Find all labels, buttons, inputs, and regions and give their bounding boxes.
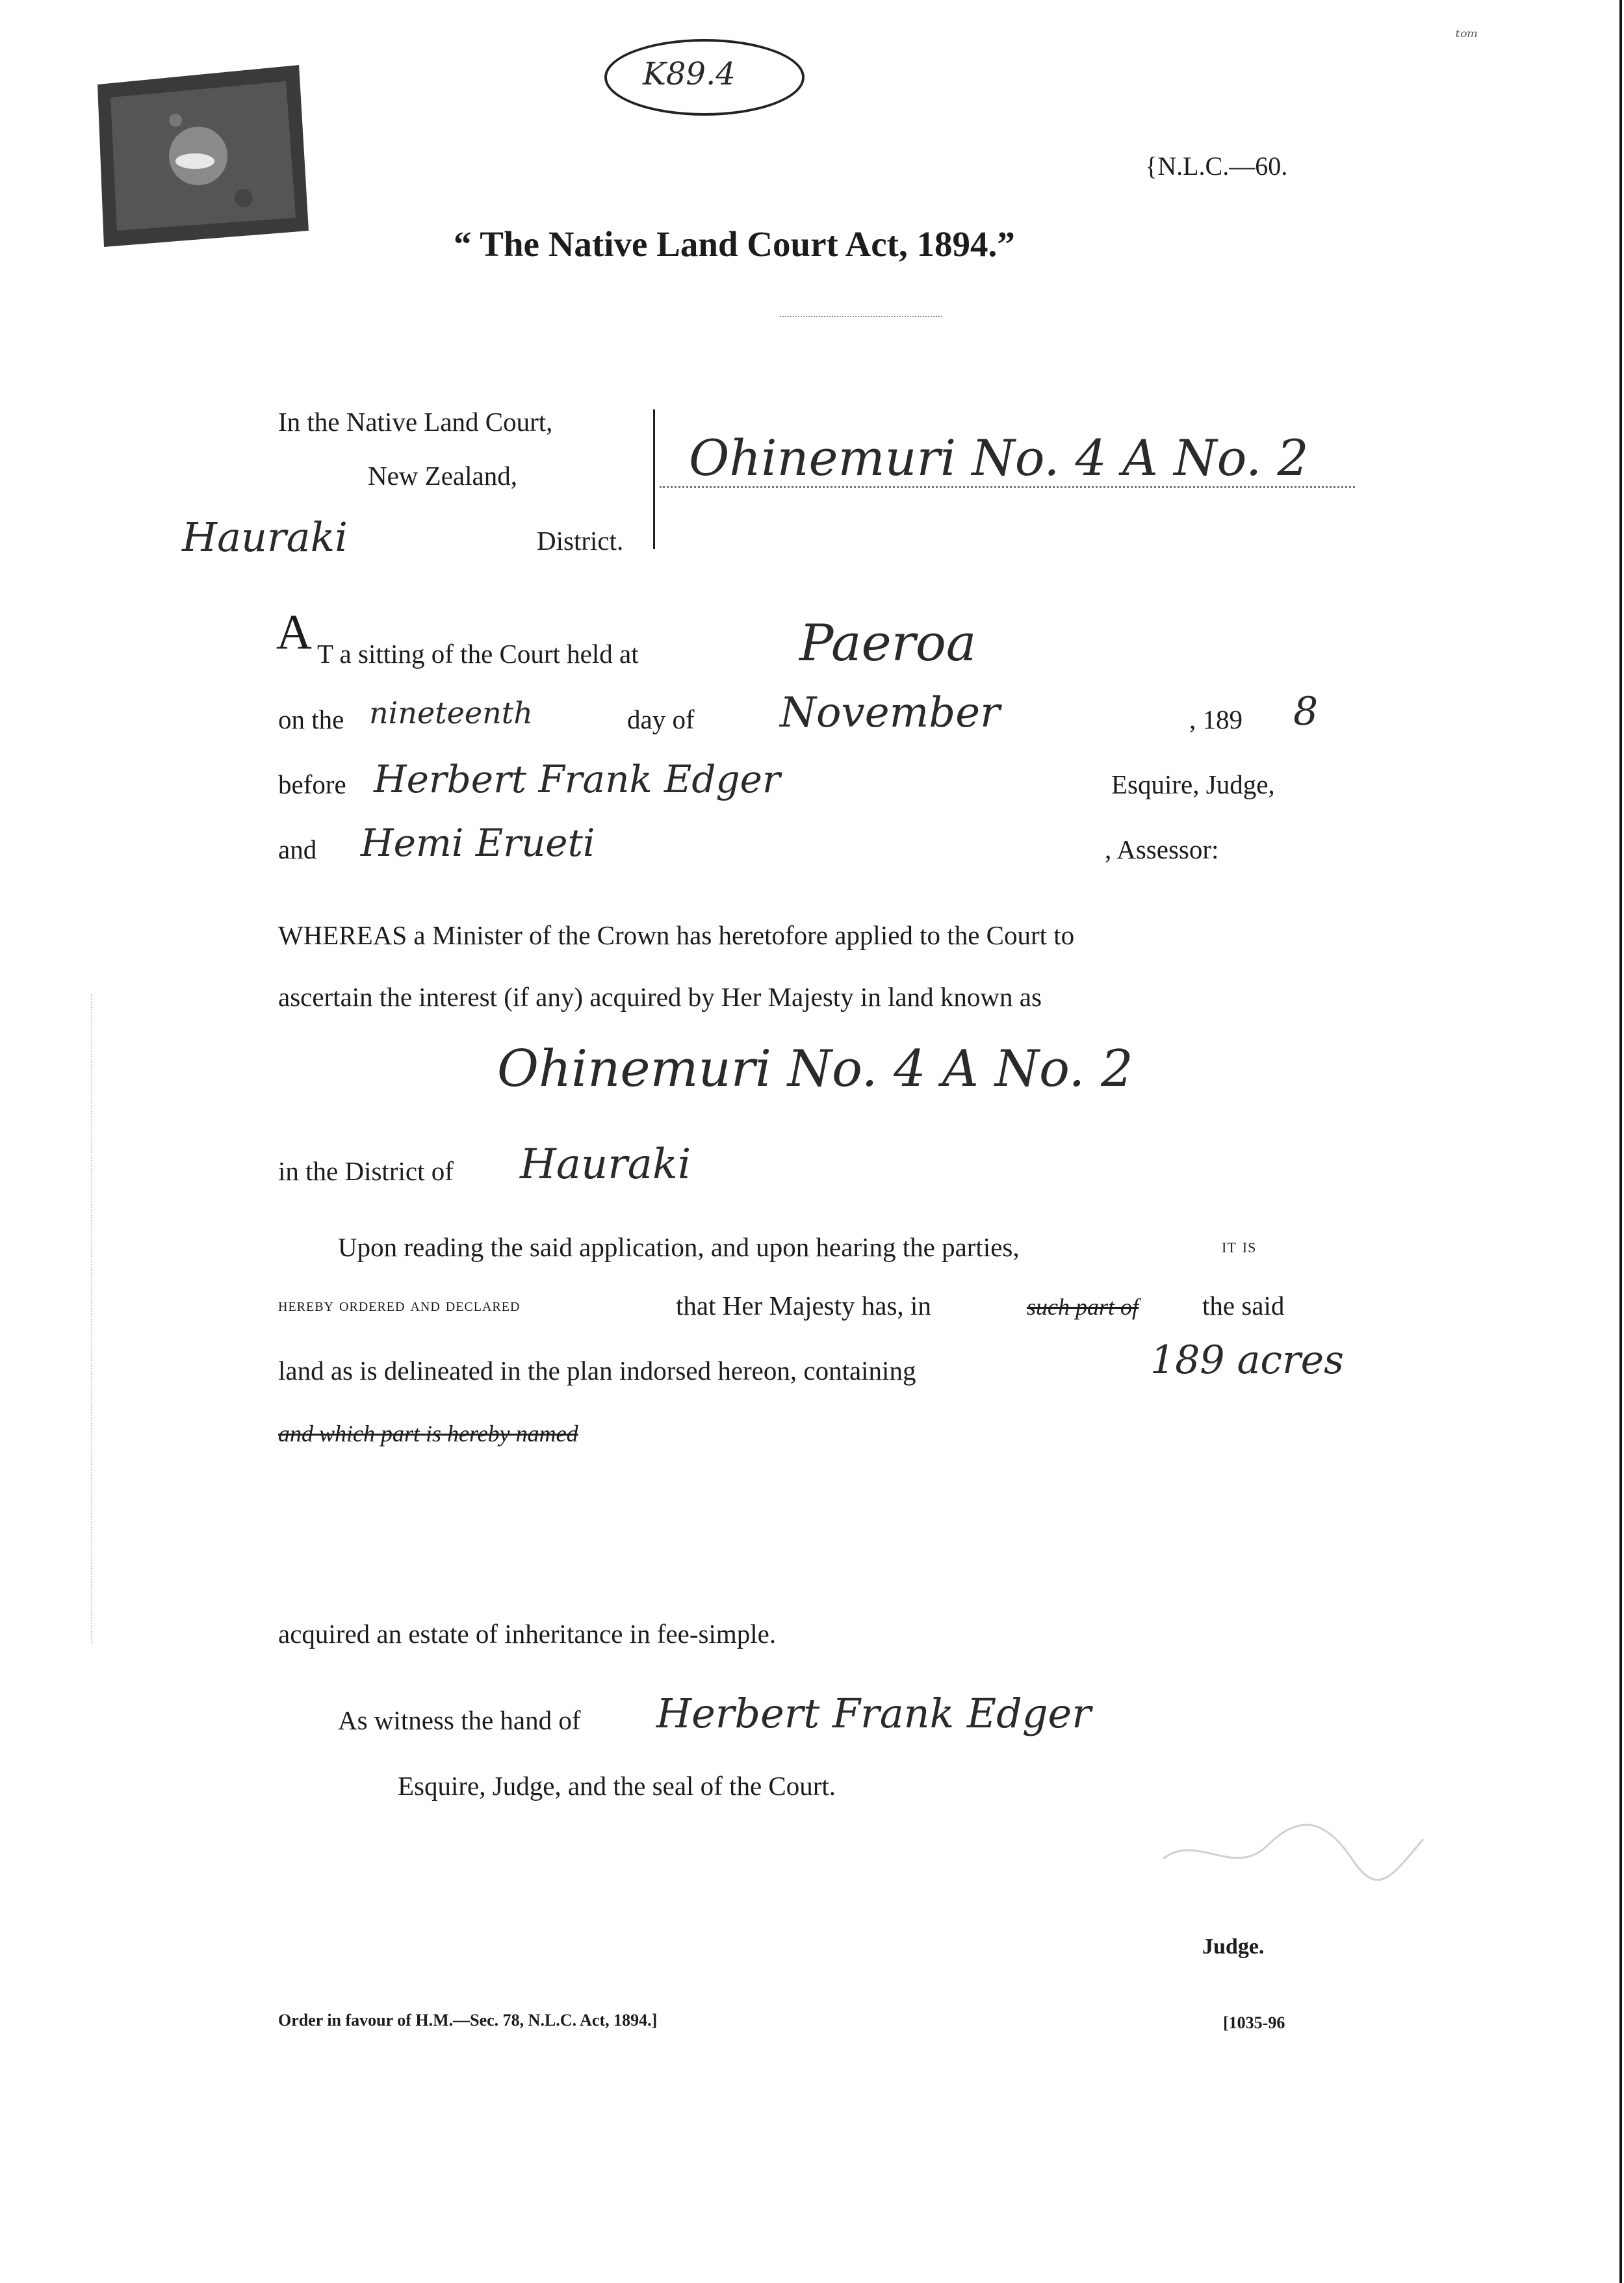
struck-hereby-named: and which part is hereby named bbox=[278, 1421, 578, 1447]
whereas-block-handwritten: Ohinemuri No. 4 A No. 2 bbox=[497, 1040, 1133, 1098]
drop-cap: A bbox=[276, 605, 312, 660]
day-of-label: day of bbox=[627, 704, 695, 734]
block-name-line bbox=[660, 486, 1355, 488]
order-line-1: Upon reading the said application, and upon hearing the parties, bbox=[338, 1232, 1020, 1262]
and-label: and bbox=[278, 834, 317, 864]
year-handwritten: 8 bbox=[1293, 689, 1319, 734]
it-is-label: it is bbox=[1222, 1233, 1257, 1257]
estate-line: acquired an estate of inheritance in fee-simple. bbox=[278, 1619, 777, 1649]
block-name-handwritten: Ohinemuri No. 4 A No. 2 bbox=[689, 429, 1309, 487]
year-label: , 189 bbox=[1189, 704, 1243, 734]
assessor-label: , Assessor: bbox=[1105, 834, 1219, 864]
faint-signature bbox=[1157, 1781, 1430, 1911]
court-seal-stamp bbox=[84, 58, 312, 253]
district-label: District. bbox=[537, 526, 624, 556]
title-rule bbox=[780, 316, 942, 317]
act-title: “ The Native Land Court Act, 1894.” bbox=[454, 224, 1015, 264]
witness-line-2: Esquire, Judge, and the seal of the Court. bbox=[398, 1771, 836, 1801]
order-line-2a: that Her Majesty has, in bbox=[676, 1291, 931, 1321]
judge-name-handwritten: Herbert Frank Edger bbox=[374, 757, 780, 801]
file-reference-annotation bbox=[604, 39, 805, 116]
scan-edge bbox=[1619, 0, 1622, 2283]
witness-prefix: As witness the hand of bbox=[338, 1705, 581, 1735]
district-handwritten: Hauraki bbox=[182, 513, 348, 561]
before-label: before bbox=[278, 769, 346, 799]
file-reference-text: K89.4 bbox=[643, 56, 736, 92]
corner-mark: ᵗᵒᵐ bbox=[1456, 26, 1478, 47]
sitting-place-handwritten: Paeroa bbox=[799, 614, 977, 673]
court-line-1: In the Native Land Court, bbox=[278, 407, 553, 437]
order-line-2b: the said bbox=[1202, 1291, 1285, 1321]
judge-label: Judge. bbox=[1202, 1935, 1265, 1959]
sitting-month-handwritten: November bbox=[780, 689, 1000, 737]
margin-faint-notes bbox=[91, 994, 131, 1644]
whereas-line-1: WHEREAS a Minister of the Crown has heretofore applied to the Court to bbox=[278, 920, 1075, 950]
hereby-ordered-label: hereby ordered and declared bbox=[278, 1295, 521, 1315]
order-line-3: land as is delineated in the plan indorsed hereon, containing bbox=[278, 1356, 916, 1386]
on-the-label: on the bbox=[278, 704, 344, 734]
assessor-name-handwritten: Hemi Erueti bbox=[361, 821, 595, 865]
sitting-line-1: T a sitting of the Court held at bbox=[317, 639, 639, 669]
sitting-day-handwritten: nineteenth bbox=[369, 695, 533, 730]
witness-judge-handwritten: Herbert Frank Edger bbox=[656, 1690, 1091, 1737]
area-handwritten: 189 acres bbox=[1150, 1337, 1344, 1383]
court-line-2: New Zealand, bbox=[368, 461, 517, 491]
caption-bracket bbox=[653, 409, 655, 549]
footer-left: Order in favour of H.M.—Sec. 78, N.L.C. Act, 1894.] bbox=[278, 2011, 658, 2030]
esquire-judge-label: Esquire, Judge, bbox=[1111, 769, 1275, 799]
struck-such-part: such part of bbox=[1027, 1294, 1139, 1320]
form-number: {N.L.C.—60. bbox=[1145, 151, 1288, 181]
whereas-district-handwritten: Hauraki bbox=[520, 1141, 691, 1189]
district-of-label: in the District of bbox=[278, 1156, 454, 1186]
footer-right: [1035-96 bbox=[1223, 2013, 1285, 2032]
whereas-line-2: ascertain the interest (if any) acquired by Her Majesty in land known as bbox=[278, 982, 1042, 1012]
